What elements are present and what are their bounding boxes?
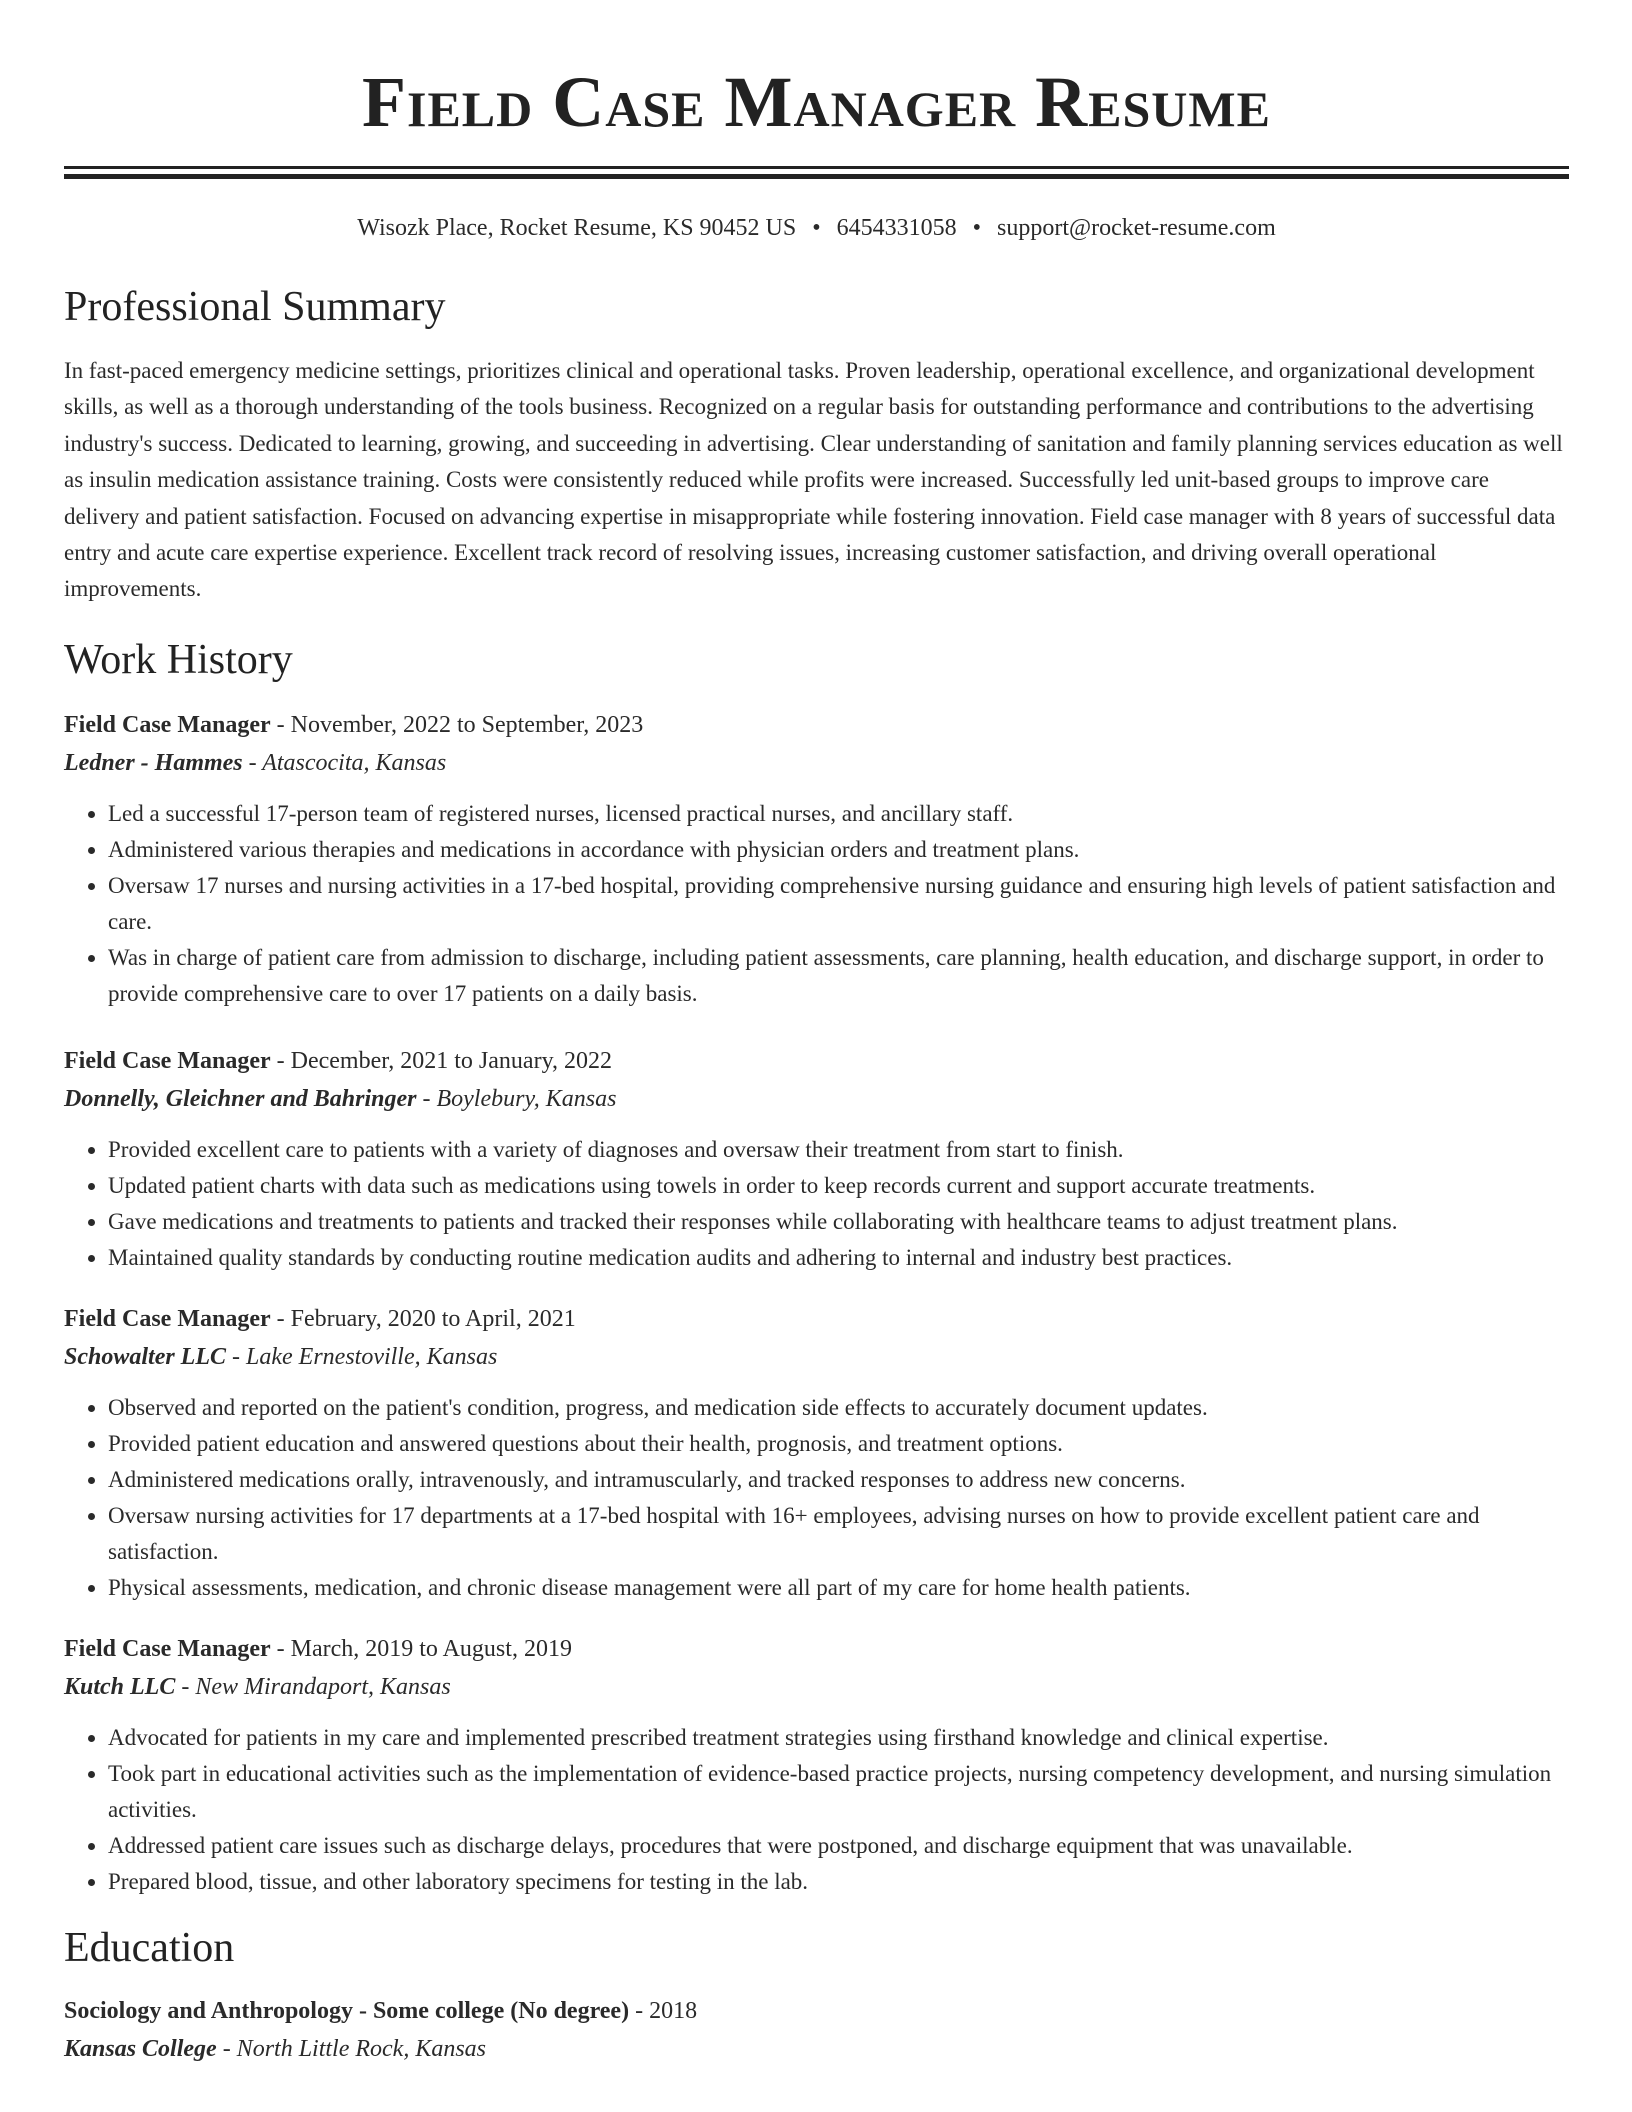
employer-name: Ledner - Hammes — [64, 749, 243, 776]
employer-line — [64, 1338, 1569, 1376]
job-bullet: • Observed and reported on the patient's condition, progress, and medication side effects to accurately document updates. — [108, 1390, 1569, 1426]
employer-location: - New Mirandaport, Kansas — [175, 1673, 451, 1700]
job-title-line — [64, 1630, 1569, 1668]
employer-name: Schowalter LLC — [64, 1343, 227, 1370]
contact-address: Wisozk Place, Rocket Resume, KS 90452 US — [357, 215, 797, 241]
degree-name: Sociology and Anthropology - Some college (No degree) — [64, 1997, 630, 2024]
job-bullet: • Updated patient charts with data such as medications using towels in order to keep records current and support accurate treatments. — [108, 1168, 1569, 1204]
school-name: Kansas College — [64, 2035, 217, 2062]
degree-year: - 2018 — [629, 1997, 698, 2024]
job-bullet: • Administered various therapies and medications in accordance with physician orders and treatment plans. — [108, 832, 1569, 868]
job-bullets — [64, 796, 1569, 1012]
employer-line — [64, 1080, 1569, 1118]
job-bullet: • Led a successful 17-person team of registered nurses, licensed practical nurses, and ancillary staff. — [108, 796, 1569, 832]
contact-separator: • — [812, 215, 821, 241]
job-title: Field Case Manager — [64, 1635, 271, 1662]
job-entry — [64, 1042, 1569, 1276]
job-bullet: • Administered medications orally, intravenously, and intramuscularly, and tracked responses to address new concerns. — [108, 1462, 1569, 1498]
summary-heading: Professional Summary — [64, 284, 446, 330]
summary-text: In fast-paced emergency medicine settings, prioritizes clinical and operational tasks. Proven leadership, operational excellence, and organizational development skills, as well as a thorough understanding of the tools business. Recognized on a regular basis for outstanding performance and contributions to the advertising industry's success. Dedicated to learning, growing, and succeeding in advertising. Clear understanding of sanitation and family planning services education as well as insulin medication assistance training. Costs were consistently reduced while profits were increased. Successfully led unit-based groups to improve care delivery and patient satisfaction. Focused on advancing expertise in misappropriate while fostering innovation. Field case manager with 8 years of successful data entry and acute care expertise experience. Excellent track record of resolving issues, increasing customer satisfaction, and driving overall operational improvements. — [64, 358, 1563, 602]
school-line — [64, 2030, 1569, 2068]
contact-phone: 6454331058 — [836, 215, 957, 241]
job-title: Field Case Manager — [64, 1047, 271, 1074]
education-heading: Education — [64, 1924, 235, 1971]
job-bullet: • Physical assessments, medication, and chronic disease management were all part of my care for home health patients. — [108, 1570, 1569, 1606]
degree-line — [64, 1992, 1569, 2030]
job-entry — [64, 1630, 1569, 1900]
employer-location: - Boylebury, Kansas — [416, 1085, 617, 1112]
job-bullet: • Was in charge of patient care from admission to discharge, including patient assessments, care planning, health education, and discharge support, in order to provide comprehensive care to over 17 patients on a daily basis. — [108, 940, 1569, 1012]
school-location: - North Little Rock, Kansas — [216, 2035, 487, 2062]
employer-line — [64, 744, 1569, 782]
work-history-heading: Work History — [64, 636, 293, 683]
job-dates: - November, 2022 to September, 2023 — [270, 711, 644, 738]
resume-title: Field Case Manager Resume — [362, 62, 1271, 142]
job-bullet: • Gave medications and treatments to patients and tracked their responses while collaborating with healthcare teams to adjust treatment plans. — [108, 1204, 1569, 1240]
job-bullet: • Oversaw 17 nurses and nursing activities in a 17-bed hospital, providing comprehensive nursing guidance and ensuring high levels of patient satisfaction and care. — [108, 868, 1569, 940]
employer-location: - Atascocita, Kansas — [242, 749, 447, 776]
job-bullet: • Provided patient education and answered questions about their health, prognosis, and treatment options. — [108, 1426, 1569, 1462]
job-dates: - December, 2021 to January, 2022 — [270, 1047, 613, 1074]
job-title-line — [64, 1042, 1569, 1080]
job-bullet: • Addressed patient care issues such as discharge delays, procedures that were postponed, and discharge equipment that was unavailable. — [108, 1828, 1569, 1864]
employer-name: Kutch LLC — [64, 1673, 176, 1700]
job-bullets — [64, 1132, 1569, 1276]
job-bullet: • Prepared blood, tissue, and other laboratory specimens for testing in the lab. — [108, 1864, 1569, 1900]
job-title-line — [64, 1300, 1569, 1338]
resume-page — [64, 0, 1569, 2068]
employer-line — [64, 1668, 1569, 1706]
title-divider-top — [64, 166, 1569, 169]
contact-email: support@rocket-resume.com — [997, 215, 1276, 241]
job-bullet: • Advocated for patients in my care and implemented prescribed treatment strategies using firsthand knowledge and clinical expertise. — [108, 1720, 1569, 1756]
job-dates: - February, 2020 to April, 2021 — [270, 1305, 576, 1332]
education-entry — [64, 1992, 1569, 2068]
job-bullet: • Maintained quality standards by conducting routine medication audits and adhering to internal and industry best practices. — [108, 1240, 1569, 1276]
job-bullets — [64, 1390, 1569, 1606]
contact-separator: • — [972, 215, 982, 241]
job-bullet: • Took part in educational activities such as the implementation of evidence-based practice projects, nursing competency development, and nursing simulation activities. — [108, 1756, 1569, 1828]
job-title: Field Case Manager — [64, 1305, 271, 1332]
employer-name: Donnelly, Gleichner and Bahringer — [64, 1085, 417, 1112]
job-entry — [64, 1300, 1569, 1606]
job-entry — [64, 706, 1569, 1012]
job-dates: - March, 2019 to August, 2019 — [270, 1635, 572, 1662]
title-divider-bottom — [64, 174, 1569, 179]
contact-line — [64, 213, 1569, 243]
job-title-line — [64, 706, 1569, 744]
job-bullet: • Oversaw nursing activities for 17 departments at a 17-bed hospital with 16+ employees, advising nurses on how to provide excellent patient care and satisfaction. — [108, 1498, 1569, 1570]
job-bullet: • Provided excellent care to patients with a variety of diagnoses and oversaw their treatment from start to finish. — [108, 1132, 1569, 1168]
employer-location: - Lake Ernestoville, Kansas — [226, 1343, 498, 1370]
job-title: Field Case Manager — [64, 711, 271, 738]
job-bullets — [64, 1720, 1569, 1900]
